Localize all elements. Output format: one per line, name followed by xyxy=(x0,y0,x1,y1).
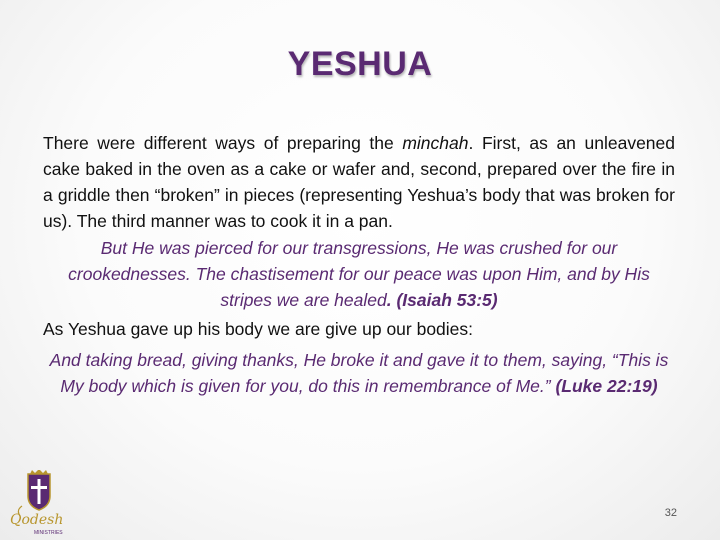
isaiah-reference: . (Isaiah 53:5) xyxy=(386,290,498,310)
slide-body xyxy=(43,130,675,399)
luke-quote xyxy=(43,347,675,399)
logo-small-text: MINISTRIES xyxy=(34,530,63,536)
isaiah-quote xyxy=(43,235,675,313)
logo-cross-vertical xyxy=(38,479,41,504)
logo-script-text: Qodesh xyxy=(10,512,64,528)
intro-text-start: There were different ways of preparing the xyxy=(43,133,403,153)
logo-crown xyxy=(30,470,48,474)
logo-cross-horizontal xyxy=(31,486,47,489)
slide-title: YESHUA xyxy=(287,45,433,83)
isaiah-quote-text: But He was pierced for our transgressions, He was crushed for our crookednesses. The chastisement for our peace was upon Him, and by His stripes we are healed xyxy=(68,238,650,310)
slide-number: 32 xyxy=(664,507,677,519)
body-paragraph: As Yeshua gave up his body we are give up our bodies: xyxy=(43,319,474,339)
minchah-term: minchah xyxy=(402,133,469,153)
qodesh-ministries-logo xyxy=(8,470,70,536)
luke-reference: (Luke 22:19) xyxy=(550,376,658,396)
luke-quote-text: And taking bread, giving thanks, He broke it and gave it to them, saying, “This is My body which is given for you, do this in remembrance of Me.” xyxy=(49,350,669,396)
intro-paragraph xyxy=(43,130,675,234)
intro-text-end: . First, as an unleavened cake baked in the oven as a cake or wafer and, second, prepared over the fire in a griddle then “broken” in pieces (representing Yeshua’s body that was broken for us). The third manner was to cook it in a pan. xyxy=(43,133,675,231)
